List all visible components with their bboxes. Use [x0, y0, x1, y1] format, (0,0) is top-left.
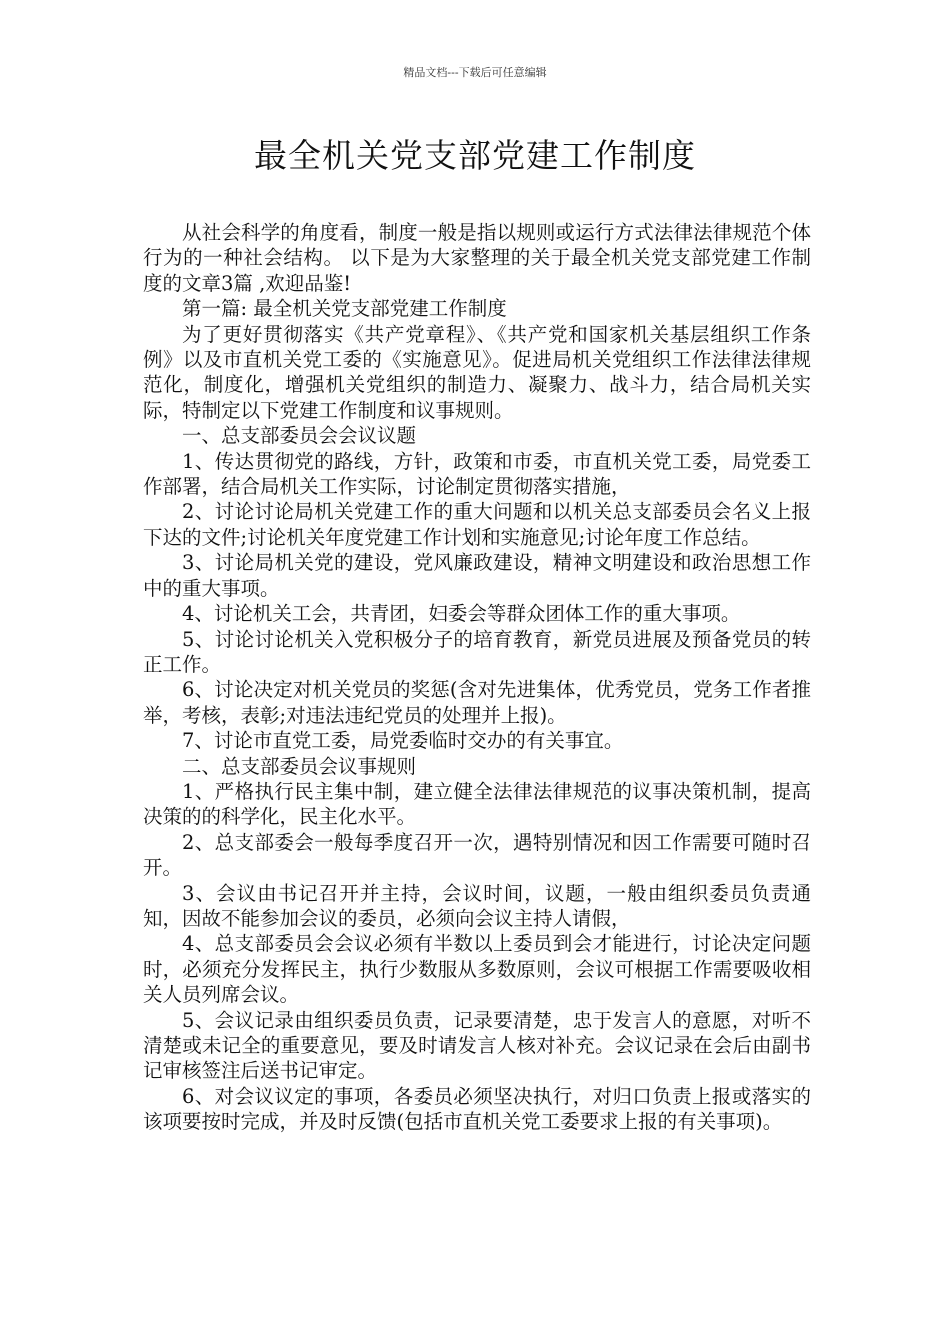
document-title: 最全机关党支部党建工作制度 — [254, 136, 696, 175]
list-item: 6、讨论决定对机关党员的奖惩(含对先进集体，优秀党员，党务工作者推举，考核，表彰;对违法违纪党员的处理并上报)。 — [143, 678, 811, 727]
list-item: 6、对会议议定的事项，各委员必须坚决执行，对归口负责上报或落实的该项要按时完成，并及时反馈(包括市直机关党工委要求上报的有关事项)。 — [143, 1084, 811, 1134]
list-item: 5、讨论讨论机关入党积极分子的培育教育，新党员进展及预备党员的转正工作。 — [143, 627, 811, 676]
header-note: 精品文档---下载后可任意编辑 — [403, 66, 547, 79]
section-heading-1: 一、总支部委员会会议议题 — [182, 424, 417, 448]
document-body — [143, 220, 811, 1135]
paragraph-intro: 从社会科学的角度看，制度一般是指以规则或运行方式法律法律规范个体行为的一种社会结构。 以下是为大家整理的关于最全机关党支部党建工作制度的文章3篇 ,欢迎品鉴! — [143, 221, 811, 295]
list-item: 2、讨论讨论局机关党建工作的重大问题和以机关总支部委员会名义上报下达的文件;讨论机关年度党建工作计划和实施意见;讨论年度工作总结。 — [143, 500, 811, 549]
section-heading-2: 二、总支部委员会议事规则 — [182, 754, 417, 778]
list-item: 7、讨论市直党工委，局党委临时交办的有关事宜。 — [182, 729, 624, 753]
paragraph-purpose: 为了更好贯彻落实《共产党章程》、《共产党和国家机关基层组织工作条例》以及市直机关党工委的《实施意见》。促进局机关党组织工作法律法律规范化，制度化，增强机关党组织的制造力、凝聚力、战斗力，结合局机关实际，特制定以下党建工作制度和议事规则。 — [143, 322, 811, 422]
list-item: 4、总支部委员会会议必须有半数以上委员到会才能进行，讨论决定问题时，必须充分发挥民主，执行少数服从多数原则，会议可根据工作需要吸收相关人员列席会议。 — [143, 932, 811, 1007]
list-item: 2、总支部委会一般每季度召开一次，遇特别情况和因工作需要可随时召开。 — [143, 830, 811, 880]
paragraph-part-heading: 第一篇: 最全机关党支部党建工作制度 — [182, 297, 507, 321]
list-item: 3、会议由书记召开并主持，会议时间，议题，一般由组织委员负责通知，因故不能参加会议的委员，必须向会议主持人请假， — [143, 881, 811, 930]
list-item: 1、严格执行民主集中制，建立健全法律法律规范的议事决策机制，提高决策的的科学化，民主化水平。 — [143, 779, 811, 829]
list-item: 4、讨论机关工会，共青团，妇委会等群众团体工作的重大事项。 — [182, 602, 741, 626]
list-item: 1、传达贯彻党的路线，方针，政策和市委，市直机关党工委，局党委工作部署，结合局机关工作实际，讨论制定贯彻落实措施， — [143, 449, 811, 499]
list-item: 5、会议记录由组织委员负责，记录要清楚，忠于发言人的意愿，对听不清楚或未记全的重要意见，要及时请发言人核对补充。会议记录在会后由副书记审核签注后送书记审定。 — [143, 1008, 811, 1083]
list-item: 3、讨论局机关党的建设，党风廉政建设，精神文明建设和政治思想工作中的重大事项。 — [143, 551, 811, 600]
